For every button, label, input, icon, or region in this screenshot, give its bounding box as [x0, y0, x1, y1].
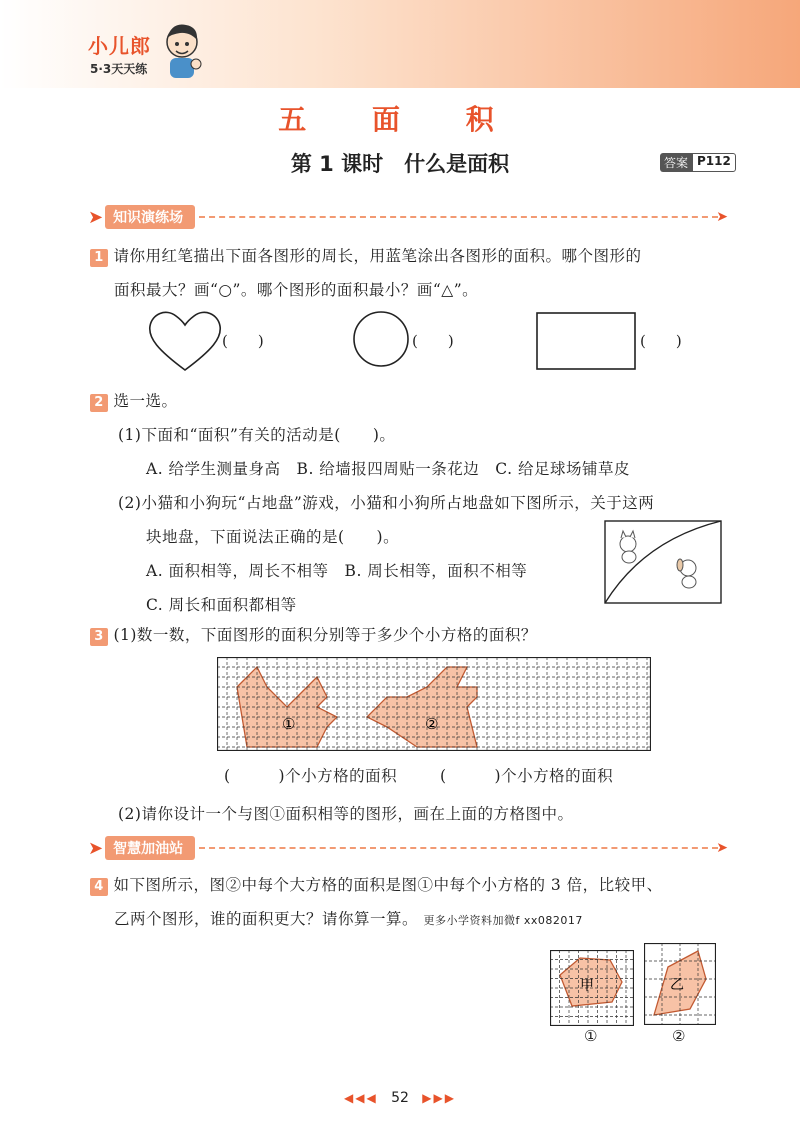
question-4 — [90, 868, 730, 938]
q1-text-line1: 请你用红笔描出下面各图形的周长，用蓝笔涂出各图形的面积。哪个图形的 — [113, 247, 642, 265]
q1-heart-blank[interactable]: ( ) — [222, 332, 264, 350]
label-jia: 甲 — [580, 978, 594, 994]
q4-text-line2: 乙两个图形，谁的面积更大？请你算一算。 — [114, 910, 419, 928]
q4-text-line1: 如下图所示，图②中每个大方格的面积是图①中每个小方格的 3 倍，比较甲、 — [113, 876, 663, 894]
territory-diagram — [604, 520, 722, 604]
q2-part2-line1: (2)小猫和小狗玩“占地盘”游戏，小猫和小狗所占地盘如下图所示，关于这两 — [118, 494, 655, 512]
q3-answer-1[interactable]: ( )个小方格的面积 — [224, 767, 398, 785]
prev-arrows-icon: ◀◀◀ — [344, 1091, 378, 1105]
cat-icon — [620, 531, 636, 563]
label-yi: 乙 — [670, 977, 684, 993]
q2-title: 选一选。 — [113, 392, 178, 410]
circle-shape — [352, 310, 410, 368]
question-number: 4 — [90, 878, 108, 896]
lesson-title: 第 1 课时 什么是面积 — [290, 152, 510, 176]
question-3 — [90, 618, 730, 652]
q2-part1-options: A. 给学生测量身高 B. 给墙报四周贴一条花边 C. 给足球场铺草皮 — [146, 460, 630, 478]
section-banner-challenge: ➤ 智慧加油站 ➤ — [88, 837, 728, 859]
page-footer — [0, 1090, 800, 1106]
q2-part2-options-ab: A. 面积相等，周长不相等 B. 周长相等，面积不相等 — [146, 562, 528, 580]
q4-figure-1 — [550, 950, 634, 1026]
q2-part2-option-c: C. 周长和面积都相等 — [146, 596, 297, 614]
q4-figure-1-label: ① — [584, 1027, 598, 1045]
q1-circle-blank[interactable]: ( ) — [412, 332, 454, 350]
section-title-practice: 知识演练场 — [105, 205, 195, 229]
question-number: 1 — [90, 249, 108, 267]
figure-1-label: ① — [282, 715, 296, 733]
q3-part1: (1)数一数，下面图形的面积分别等于多少个小方格的面积？ — [113, 626, 537, 644]
mascot-icon — [160, 20, 204, 80]
rectangle-shape — [536, 312, 636, 370]
figure-2-label: ② — [425, 715, 439, 733]
question-number: 2 — [90, 394, 108, 412]
q3-part2: (2)请你设计一个与图①面积相等的图形，画在上面的方格图中。 — [118, 805, 574, 823]
answer-page: P112 — [692, 153, 736, 172]
q4-figure-2-label: ② — [672, 1027, 686, 1045]
heart-shape — [148, 310, 222, 374]
promo-note: 更多小学资料加微f xx082017 — [423, 914, 583, 927]
q3-answer-2[interactable]: ( )个小方格的面积 — [440, 767, 614, 785]
page-number: 52 — [391, 1090, 409, 1106]
q2-part2-line2: 块地盘，下面说法正确的是( )。 — [146, 528, 400, 546]
q4-figure-2 — [644, 943, 716, 1025]
q1-text-line2: 面积最大？画“○”。哪个图形的面积最小？画“△”。 — [114, 281, 479, 299]
series-name: 5·3天天练 — [90, 62, 148, 76]
question-1 — [90, 239, 730, 307]
section-banner-practice: ➤ 知识演练场 ➤ — [88, 206, 728, 228]
question-number: 3 — [90, 628, 108, 646]
brand-logo: 小儿郎 — [88, 34, 151, 58]
grid-figure-q3 — [217, 657, 651, 751]
q1-rectangle-blank[interactable]: ( ) — [640, 332, 682, 350]
q2-part1: (1)下面和“面积”有关的活动是( )。 — [118, 426, 396, 444]
section-title-challenge: 智慧加油站 — [105, 836, 195, 860]
answer-reference — [660, 153, 736, 172]
next-arrows-icon: ▶▶▶ — [422, 1091, 456, 1105]
answer-label: 答案 — [660, 153, 692, 172]
unit-title: 五 面 积 — [278, 103, 522, 136]
